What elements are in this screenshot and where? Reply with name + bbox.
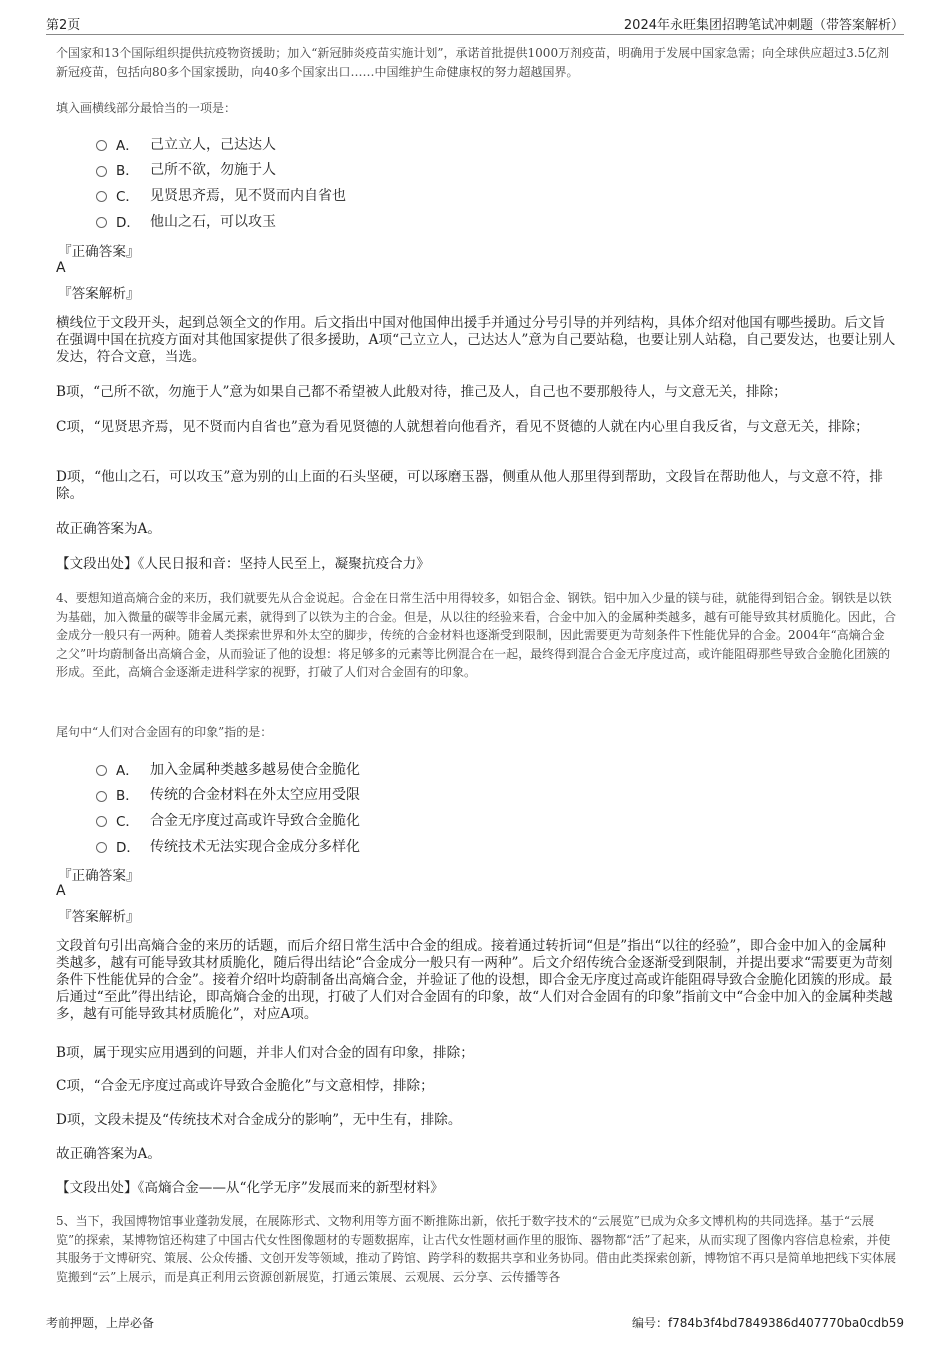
q3-analysis-para: C项，“见贤思齐焉，见不贤而内自省也”意为看见贤德的人就想着向他看齐，看见不贤德的人就在内心里自我反省，与文意无关，排除； — [56, 419, 869, 435]
q3-analysis-para: B项，“己所不欲，勿施于人”意为如果自己都不希望被人此般对待，推己及人，自己也不要那般待人，与文意无关，排除； — [56, 384, 787, 400]
radio-icon[interactable] — [96, 140, 107, 151]
q3-options — [96, 131, 346, 233]
q4-analysis-para: B项，属于现实应用遇到的问题，并非人们对合金的固有印象，排除； — [56, 1045, 474, 1061]
radio-icon[interactable] — [96, 765, 107, 776]
radio-icon[interactable] — [96, 842, 107, 853]
q4-passage: 4、要想知道高熵合金的来历，我们就要先从合金说起。合金在日常生活中用得较多，如铝合金、钢铁。铝中加入少量的镁与硅，就能得到铝合金。钢铁是以铁为基础，加入微量的碳等非金属元素，就得到了以铁为主的合金。但是，从以往的经验来看，合金中加入的金属种类越多，越有可能导致其材质脆化。因此，合金成分一般只有一两种。随着人类探索世界和外太空的脚步，传统的合金材料也逐渐受到限制，因此需要更为苛刻条件下性能优异的合金。2004年“高熵合金之父”叶均蔚制备出高熵合金，从而验证了他的设想：将足够多的元素等比例混合在一起，最终得到混合合金无序度过高，或许能阻碍那些导致合金脆化团簇的形成。至此，高熵合金逐渐走进科学家的视野，打破了人们对合金固有的印象。 — [56, 591, 897, 680]
q4-answer-label: 『正确答案』 — [58, 868, 140, 884]
radio-icon[interactable] — [96, 191, 107, 202]
radio-icon[interactable] — [96, 816, 107, 827]
q3-option-d[interactable]: D． 他山之石，可以攻玉 — [96, 208, 346, 234]
q3-analysis-label: 『答案解析』 — [58, 286, 140, 302]
q3-option-a[interactable]: A． 己立立人，己达达人 — [96, 131, 346, 157]
radio-icon[interactable] — [96, 166, 107, 177]
q3-option-b[interactable]: B． 己所不欲，勿施于人 — [96, 157, 346, 183]
q4-source: 【文段出处】《高熵合金——从“化学无序”发展而来的新型材料》 — [56, 1180, 444, 1196]
page-header — [46, 12, 904, 35]
q4-option-a[interactable]: A． 加入金属种类越多越易使合金脆化 — [96, 756, 360, 782]
document-title: 2024年永旺集团招聘笔试冲刺题（带答案解析） — [623, 18, 904, 33]
q3-conclusion: 故正确答案为A。 — [56, 521, 161, 537]
q3-option-c[interactable]: C． 见贤思齐焉，见不贤而内自省也 — [96, 182, 346, 208]
q4-option-b[interactable]: B． 传统的合金材料在外太空应用受限 — [96, 782, 360, 808]
q4-analysis-para: 文段首句引出高熵合金的来历的话题，而后介绍日常生活中合金的组成。接着通过转折词“但是”指出“以往的经验”，即合金中加入的金属种类越多，越有可能导致其材质脆化，随后得出结论“合金成分一般只有一两种”。后文介绍传统合金逐渐受到限制，并提出要求“需要更为苛刻条件下性能优异的合金”。接着介绍叶均蔚制备出高熵合金，并验证了他的设想，即合金无序度过高或许能阻碍导致合金脆化团簇的形成。最后通过“至此”得出结论，即高熵合金的出现，打破了人们对合金固有的印象，故“人们对合金固有的印象”指前文中“合金中加入的金属种类越多，越有可能导致其材质脆化”，对应A项。 — [56, 938, 893, 1022]
document-id: 编号：f784b3f4bd7849386d407770ba0cdb59 — [631, 1316, 904, 1330]
radio-icon[interactable] — [96, 217, 107, 228]
q4-options — [96, 756, 360, 858]
q3-analysis-para: D项，“他山之石，可以攻玉”意为别的山上面的石头坚硬，可以琢磨玉器，侧重从他人那里得到帮助，文段旨在帮助他人，与文意不符，排除。 — [56, 469, 883, 502]
footer-slogan: 考前押题，上岸必备 — [46, 1316, 155, 1330]
radio-icon[interactable] — [96, 791, 107, 802]
q4-conclusion: 故正确答案为A。 — [56, 1146, 161, 1162]
q4-question: 尾句中“人们对合金固有的印象”指的是： — [56, 725, 273, 739]
q4-analysis-label: 『答案解析』 — [58, 909, 140, 925]
q4-option-c[interactable]: C． 合金无序度过高或许导致合金脆化 — [96, 807, 360, 833]
q4-answer: A — [56, 883, 66, 899]
q5-passage: 5、当下，我国博物馆事业蓬勃发展，在展陈形式、文物利用等方面不断推陈出新，依托于数字技术的“云展览”已成为众多文博机构的共同选择。基于“云展览”的探索，某博物馆还构建了中国古代女性图像题材的专题数据库，让古代女性题材画作里的服饰、器物都“活”了起来，从而实现了图像内容信息检索，并使其服务于文博研究、策展、公众传播、文创开发等领域，推动了跨馆、跨学科的数据共享和业务协同。借由此类探索创新，博物馆不再只是简单地把线下实体展览搬到“云”上展示，而是真正利用云资源创新展览，打通云策展、云观展、云分享、云传播等各 — [56, 1214, 897, 1284]
q3-answer: A — [56, 260, 66, 276]
q3-question: 填入画横线部分最恰当的一项是： — [56, 101, 237, 115]
page-number: 第2页 — [46, 18, 81, 33]
q4-option-d[interactable]: D． 传统技术无法实现合金成分多样化 — [96, 833, 360, 859]
q3-passage: 个国家和13个国际组织提供抗疫物资援助；加入“新冠肺炎疫苗实施计划”，承诺首批提供1000万剂疫苗，明确用于发展中国家急需；向全球供应超过3.5亿剂新冠疫苗，包括向80多个国家援助，向40多个国家出口……中国维护生命健康权的努力超越国界。 — [56, 46, 890, 79]
q4-analysis-para: D项，文段未提及“传统技术对合金成分的影响”，无中生有，排除。 — [56, 1112, 462, 1128]
q3-source: 【文段出处】《人民日报和音：坚持人民至上，凝聚抗疫合力》 — [56, 556, 430, 572]
q3-analysis-para: 横线位于文段开头，起到总领全文的作用。后文指出中国对他国伸出援手并通过分号引导的并列结构，具体介绍对他国有哪些援助。后文旨在强调中国在抗疫方面对其他国家提供了很多援助，A项“己立立人，己达达人”意为自己要站稳，也要让别人站稳，自己要发达，也要让别人发达，符合文意，当选。 — [56, 315, 896, 365]
q4-analysis-para: C项，“合金无序度过高或许导致合金脆化”与文意相悖，排除； — [56, 1078, 434, 1094]
q3-answer-label: 『正确答案』 — [58, 244, 140, 260]
